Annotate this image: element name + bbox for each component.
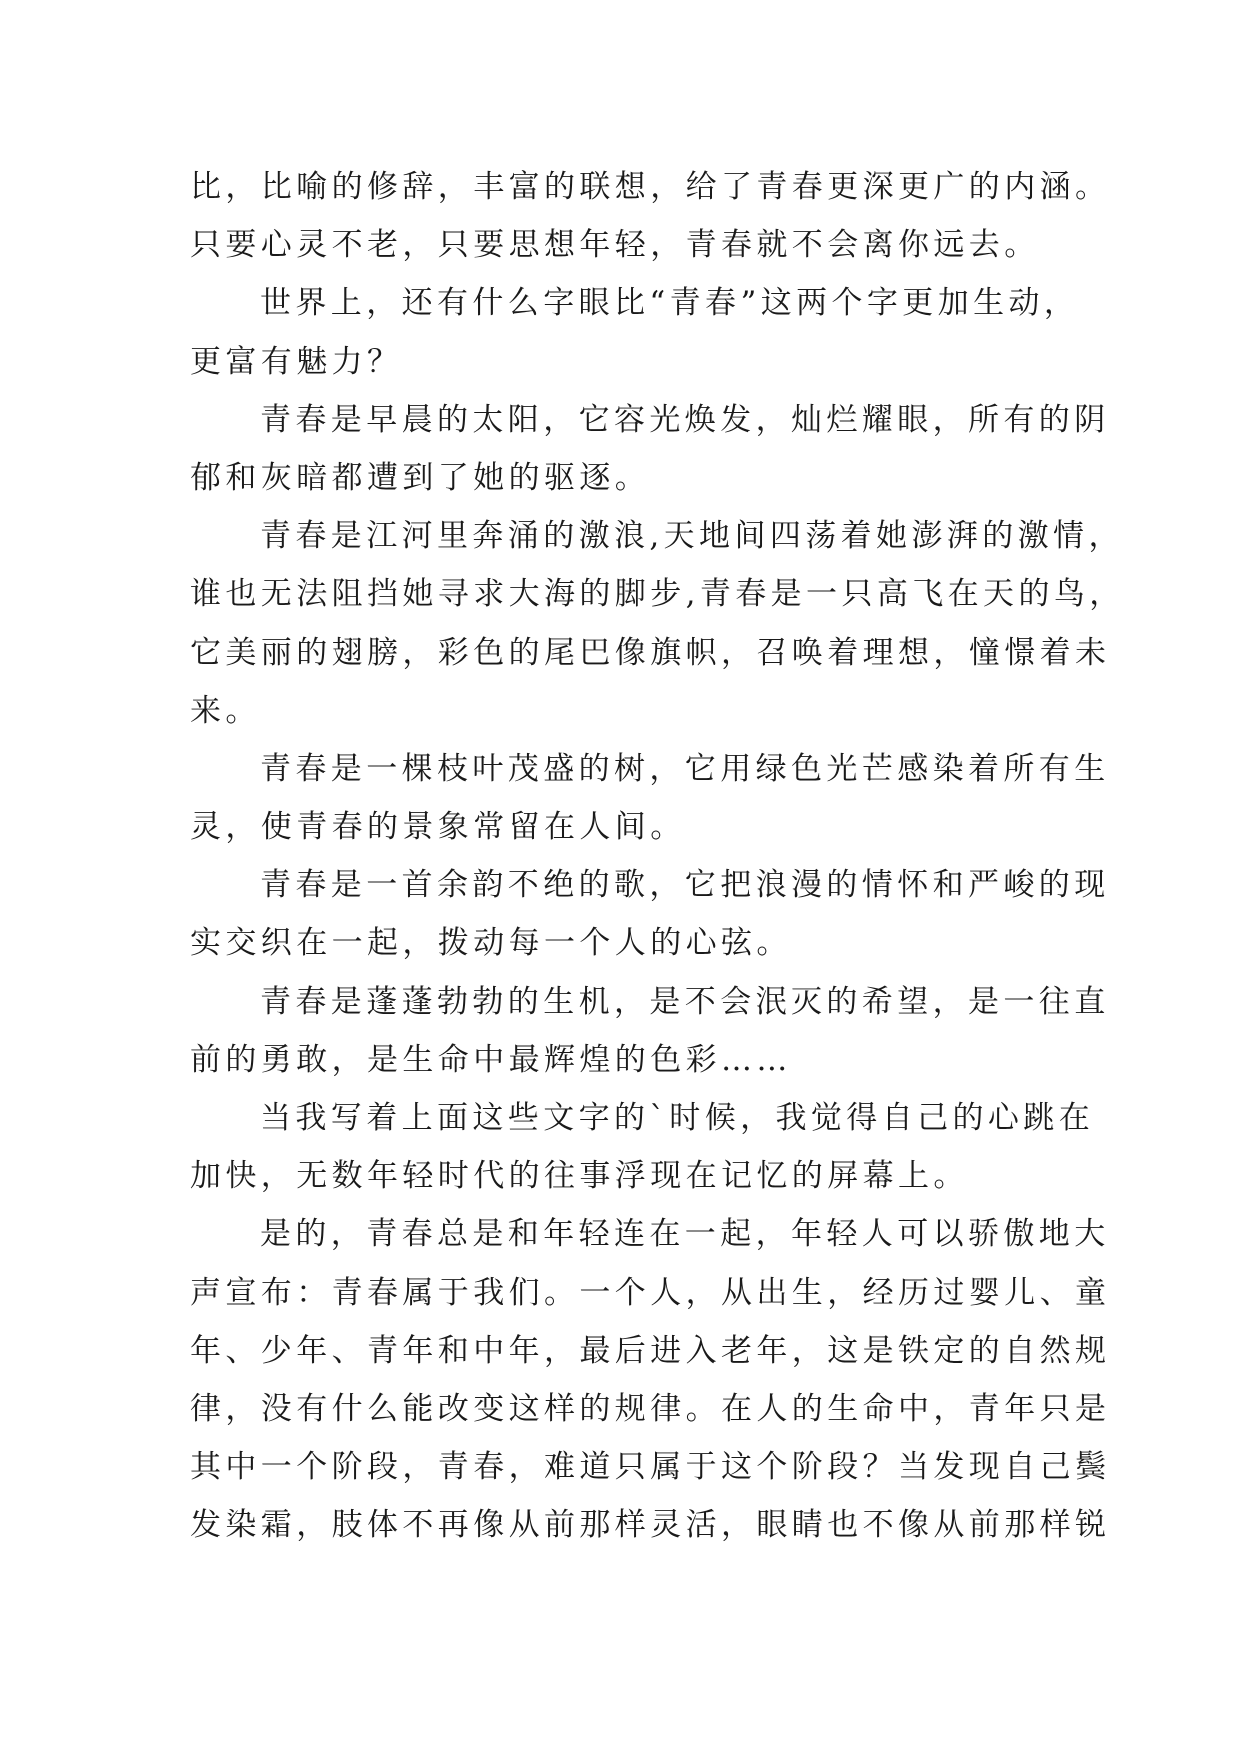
text-line: 青春是蓬蓬勃勃的生机，是不会泯灭的希望，是一往直 <box>260 983 1110 1020</box>
text-line: 青春是一首余韵不绝的歌，它把浪漫的情怀和严峻的现 <box>260 867 1110 904</box>
text-line: 青春是早晨的太阳，它容光焕发，灿烂耀眼，所有的阴 <box>260 401 1110 438</box>
text-line: 加快，无数年轻时代的往事浮现在记忆的屏幕上。 <box>190 1158 969 1195</box>
body-text <box>190 158 1125 1555</box>
text-line: 青春是一棵枝叶茂盛的树，它用绿色光芒感染着所有生 <box>260 750 1110 787</box>
text-line: 是的，青春总是和年轻连在一起，年轻人可以骄傲地大 <box>260 1216 1110 1253</box>
text-line: 实交织在一起，拨动每一个人的心弦。 <box>190 925 792 962</box>
text-line: 律，没有什么能改变这样的规律。在人的生命中，青年只是 <box>190 1390 1111 1427</box>
text-line: 发染霜，肢体不再像从前那样灵活，眼睛也不像从前那样锐 <box>190 1507 1111 1544</box>
text-line: 更富有魅力？ <box>190 343 403 380</box>
text-line: 当我写着上面这些文字的`时候，我觉得自己的心跳在 <box>260 1100 1095 1136</box>
text-line: 声宣布：青春属于我们。一个人，从出生，经历过婴儿、童 <box>190 1274 1111 1311</box>
text-line: 它美丽的翅膀，彩色的尾巴像旗帜，召唤着理想，憧憬着未 <box>190 634 1111 671</box>
text-line: 谁也无法阻挡她寻求大海的脚步,青春是一只高飞在天的鸟， <box>190 576 1125 613</box>
text-line: 世界上，还有什么字眼比“青春”这两个字更加生动， <box>260 285 1080 322</box>
text-line: 年、少年、青年和中年，最后进入老年，这是铁定的自然规 <box>190 1332 1111 1369</box>
text-line: 青春是江河里奔涌的激浪,天地间四荡着她澎湃的激情， <box>260 518 1124 555</box>
text-line: 郁和灰暗都遭到了她的驱逐。 <box>190 459 651 496</box>
text-line: 前的勇敢，是生命中最辉煌的色彩…… <box>190 1041 792 1078</box>
text-line: 比，比喻的修辞，丰富的联想，给了青春更深更广的内涵。 <box>190 169 1111 205</box>
text-line: 其中一个阶段，青春，难道只属于这个阶段？当发现自己鬓 <box>190 1449 1111 1486</box>
text-line: 只要心灵不老，只要思想年轻，青春就不会离你远去。 <box>190 227 1040 264</box>
text-line: 来。 <box>190 692 261 729</box>
text-line: 灵，使青春的景象常留在人间。 <box>190 809 686 846</box>
